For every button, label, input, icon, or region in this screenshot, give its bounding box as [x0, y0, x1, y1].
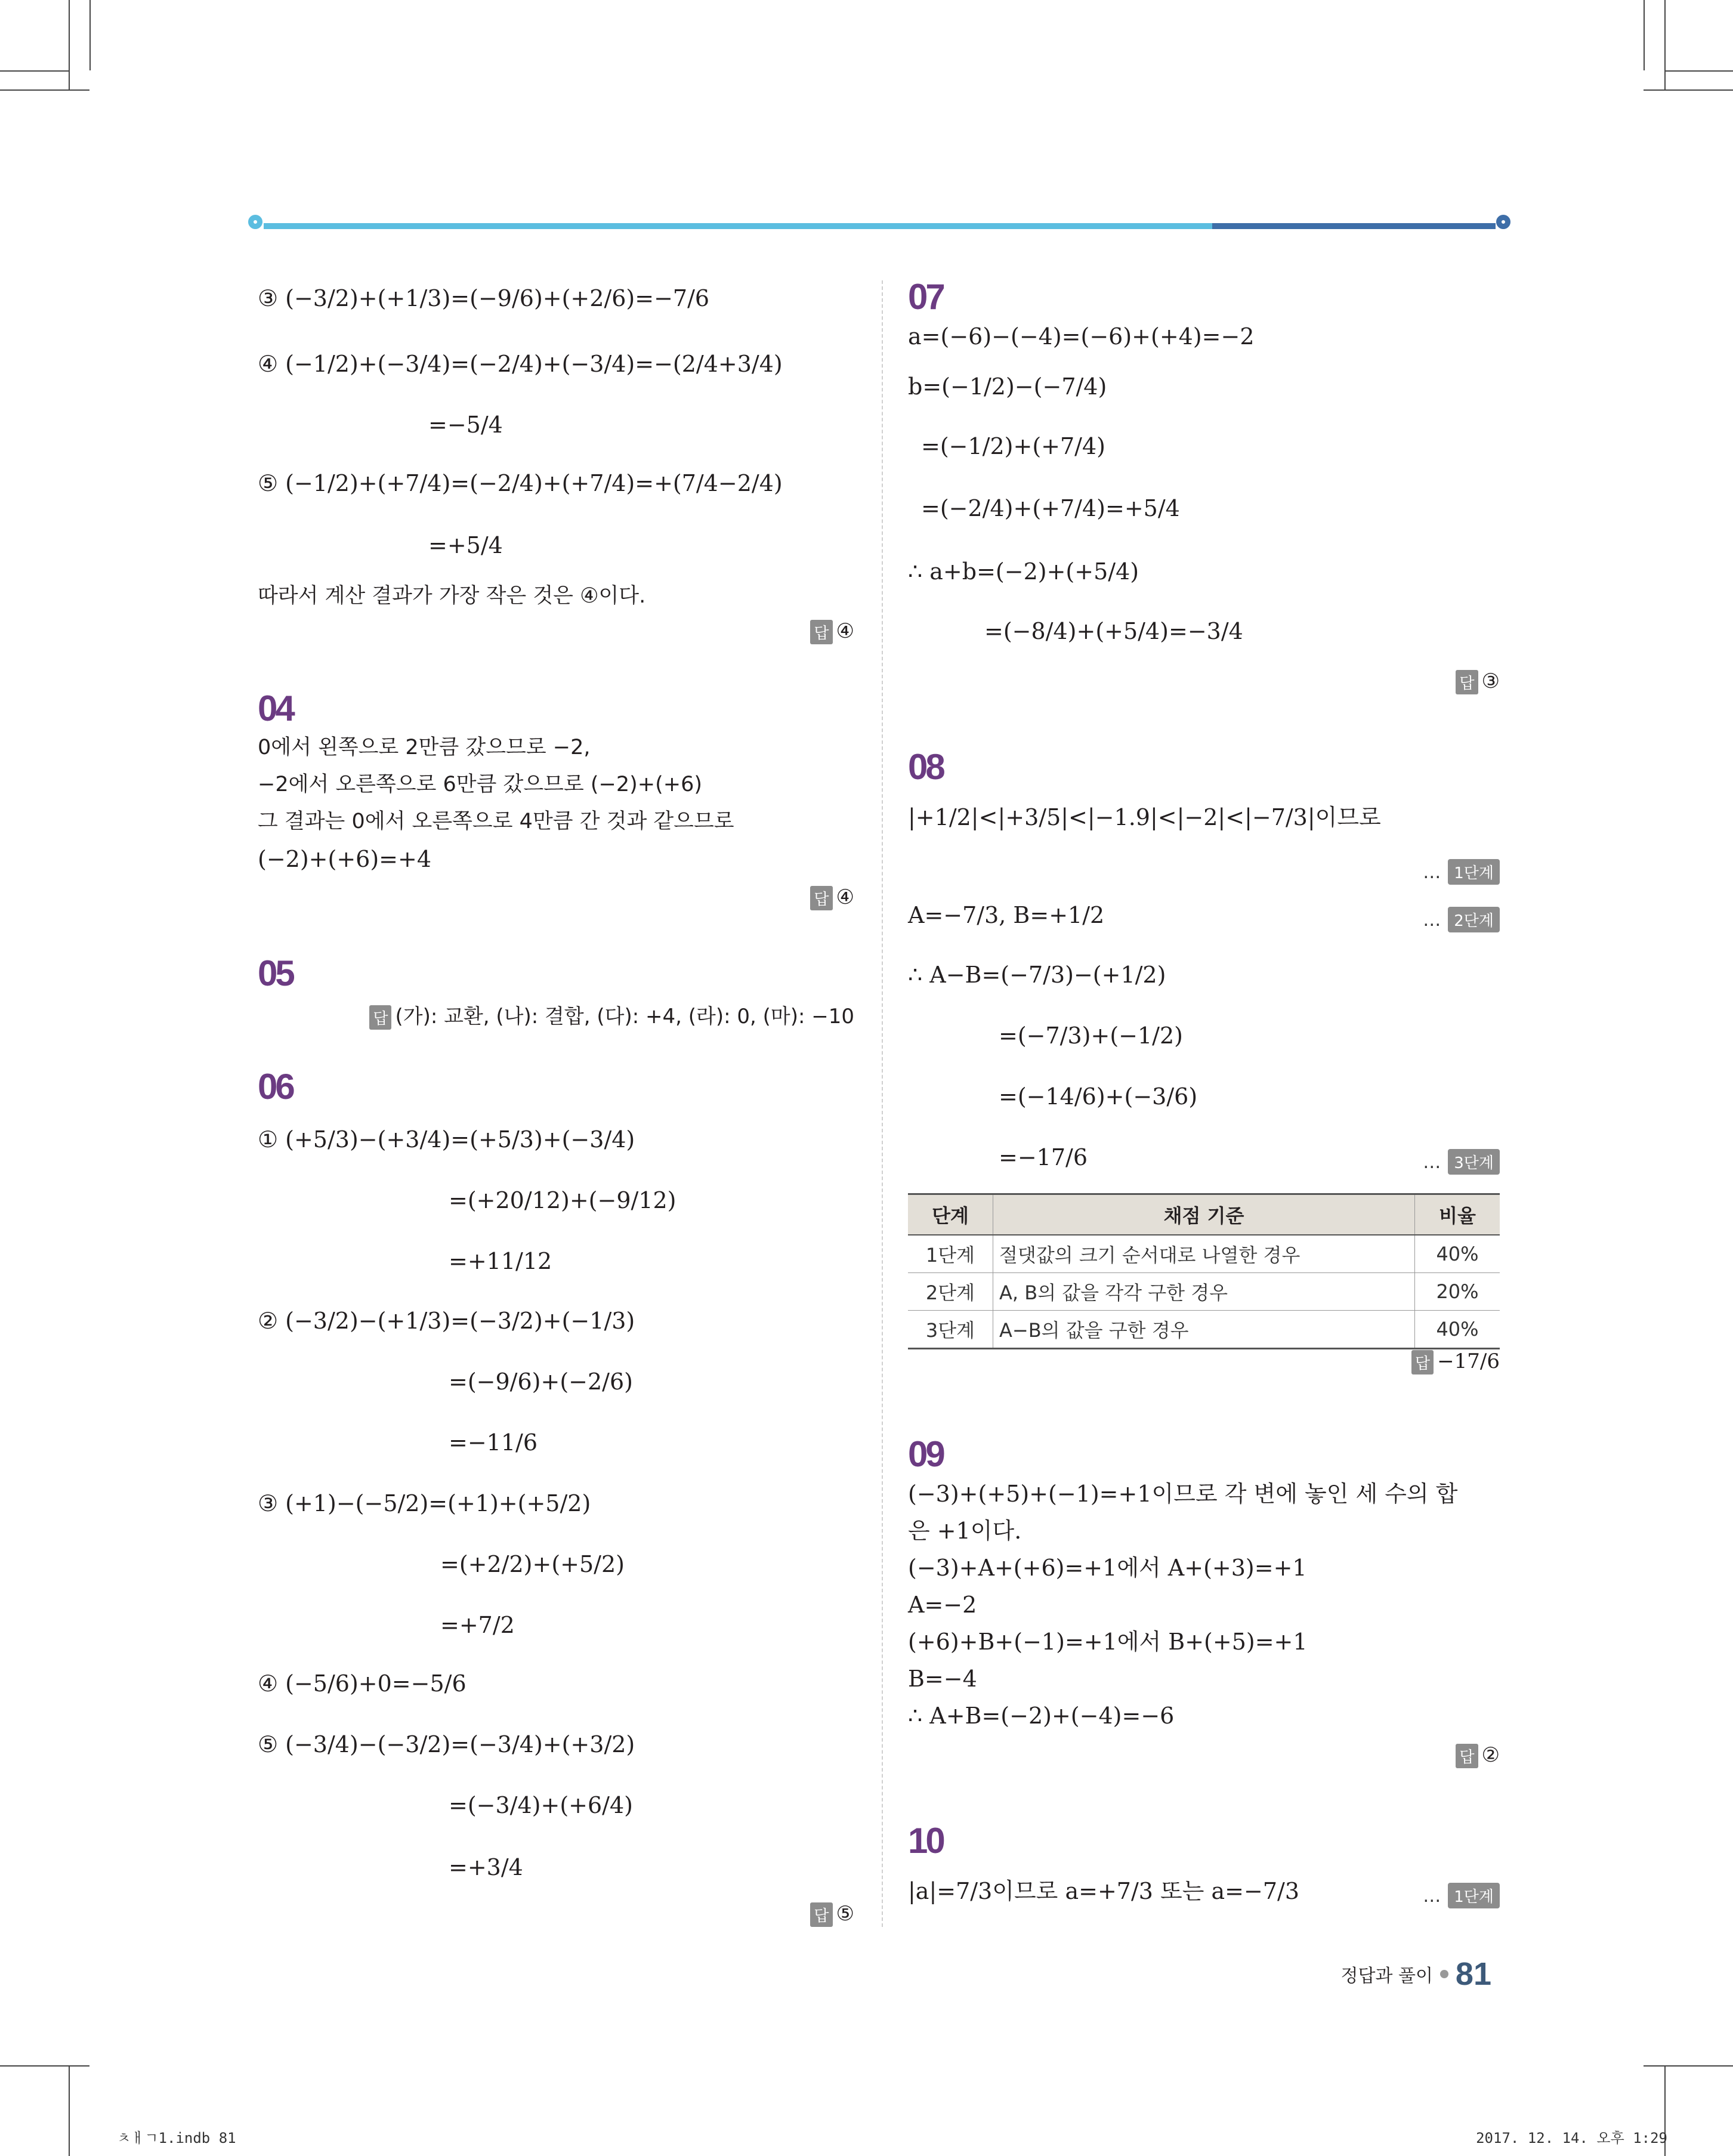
- answer-label: 답: [1456, 670, 1478, 694]
- answer: [1411, 1349, 1500, 1374]
- text-line: −2에서 오른쪽으로 6만큼 갔으므로 (−2)+(+6): [258, 773, 703, 796]
- math-line: =(−14/6)+(−3/6): [999, 1083, 1198, 1110]
- answer: [810, 885, 854, 910]
- math-line: |+1/2|<|+3/5|<|−1.9|<|−2|<|−7/3|이므로: [908, 804, 1381, 830]
- math-line: B=−4: [908, 1666, 977, 1692]
- crop-mark: [1644, 0, 1645, 70]
- answer-value: ④: [836, 619, 854, 643]
- answer: [1456, 669, 1500, 694]
- crop-mark: [1664, 0, 1666, 89]
- problem-number: 10: [908, 1821, 943, 1861]
- math-line: ∴ A+B=(−2)+(−4)=−6: [908, 1703, 1175, 1729]
- math-line: ③ (+1)−(−5/2)=(+1)+(+5/2): [258, 1490, 591, 1516]
- answer-value: ⑤: [836, 1902, 854, 1926]
- math-line: 은 +1이다.: [908, 1518, 1022, 1544]
- math-line: =(−9/6)+(−2/6): [449, 1369, 633, 1395]
- table-header: 비율: [1415, 1194, 1500, 1235]
- math-line: =−17/6: [999, 1144, 1088, 1170]
- math-line: =(−2/4)+(+7/4)=+5/4: [921, 495, 1180, 521]
- crop-mark: [0, 2065, 89, 2067]
- math-line: =−11/6: [449, 1429, 538, 1456]
- answer-value: (가): 교환, (나): 결합, (다): +4, (라): 0, (마): −10: [395, 1005, 854, 1028]
- math-line: A=−2: [908, 1592, 977, 1618]
- table-row: 1단계 절댓값의 크기 순서대로 나열한 경우 40%: [908, 1235, 1500, 1273]
- text-line: 0에서 왼쪽으로 2만큼 갔으므로 −2,: [258, 736, 591, 759]
- crop-mark: [1664, 70, 1733, 72]
- math-line: |a|=7/3이므로 a=+7/3 또는 a=−7/3: [908, 1878, 1300, 1904]
- print-slug-file: ㅊㅐㄱ1.indb 81: [117, 2130, 236, 2146]
- crop-mark: [89, 0, 91, 70]
- math-line: ∴ A−B=(−7/3)−(+1/2): [908, 962, 1166, 988]
- math-line: ④ (−5/6)+0=−5/6: [258, 1670, 467, 1697]
- math-line: =(−3/4)+(+6/4): [449, 1792, 633, 1818]
- crop-mark: [0, 70, 69, 72]
- math-line: A=−7/3, B=+1/2: [908, 902, 1105, 928]
- math-line: b=(−1/2)−(−7/4): [908, 373, 1107, 400]
- answer-label: 답: [810, 620, 832, 644]
- answer-value: ②: [1481, 1743, 1500, 1767]
- step-marker: … 2단계: [1423, 907, 1500, 932]
- math-line: (−3)+A+(+6)=+1에서 A+(+3)=+1: [908, 1555, 1307, 1581]
- table-header: 채점 기준: [993, 1194, 1415, 1235]
- math-line: =+7/2: [440, 1612, 515, 1638]
- section-title: 정답과 풀이: [1340, 1966, 1433, 1987]
- page-footer: [1340, 1956, 1491, 1993]
- scoring-table: [908, 1193, 1500, 1349]
- table-header: 단계: [908, 1194, 993, 1235]
- math-line: =(−8/4)+(+5/4)=−3/4: [984, 618, 1243, 644]
- header-bar: [251, 220, 1509, 231]
- answer-label: 답: [1411, 1350, 1434, 1374]
- math-line: =(+20/12)+(−9/12): [449, 1187, 676, 1213]
- math-line: ③ (−3/2)+(+1/3)=(−9/6)+(+2/6)=−7/6: [258, 285, 710, 311]
- crop-mark: [69, 0, 70, 89]
- answer: [810, 619, 854, 644]
- answer: [369, 1000, 854, 1030]
- math-line: =(−7/3)+(−1/2): [999, 1023, 1183, 1049]
- math-line: ∴ a+b=(−2)+(+5/4): [908, 558, 1139, 585]
- answer: [1456, 1743, 1500, 1768]
- step-marker: … 3단계: [1423, 1149, 1500, 1175]
- math-line: =(−1/2)+(+7/4): [921, 433, 1105, 459]
- table-row: 3단계 A−B의 값을 구한 경우 40%: [908, 1311, 1500, 1349]
- print-slug-time: 2017. 12. 14. 오후 1:29: [1476, 2130, 1667, 2146]
- math-line: =+3/4: [449, 1854, 523, 1880]
- math-line: a=(−6)−(−4)=(−6)+(+4)=−2: [908, 323, 1255, 350]
- crop-mark: [1644, 89, 1733, 91]
- step-marker: … 1단계: [1423, 1883, 1500, 1908]
- math-line: (+6)+B+(−1)=+1에서 B+(+5)=+1: [908, 1629, 1308, 1655]
- answer-label: 답: [1456, 1744, 1478, 1768]
- crop-mark: [0, 89, 89, 91]
- column-divider: [882, 280, 883, 1927]
- math-line: =(+2/2)+(+5/2): [440, 1551, 625, 1577]
- math-line: ④ (−1/2)+(−3/4)=(−2/4)+(−3/4)=−(2/4+3/4): [258, 351, 783, 377]
- math-line: =+5/4: [428, 532, 503, 558]
- math-line: =−5/4: [428, 412, 503, 438]
- problem-number: 08: [908, 747, 943, 787]
- math-line: (−2)+(+6)=+4: [258, 846, 432, 872]
- answer-value: ④: [836, 885, 854, 909]
- math-line: (−3)+(+5)+(−1)=+1이므로 각 변에 놓인 세 수의 합: [908, 1481, 1458, 1507]
- answer-value: −17/6: [1437, 1349, 1500, 1373]
- answer: [810, 1902, 854, 1927]
- step-marker: … 1단계: [1423, 859, 1500, 885]
- answer-label: 답: [810, 886, 832, 910]
- math-line: ① (+5/3)−(+3/4)=(+5/3)+(−3/4): [258, 1126, 635, 1153]
- answer-label: 답: [369, 1005, 391, 1030]
- crop-mark: [69, 2065, 70, 2156]
- problem-number: 09: [908, 1434, 943, 1474]
- problem-number: 05: [258, 953, 293, 993]
- math-line: ⑤ (−3/4)−(−3/2)=(−3/4)+(+3/2): [258, 1731, 635, 1757]
- crop-mark: [1644, 2065, 1733, 2067]
- math-line: ② (−3/2)−(+1/3)=(−3/2)+(−1/3): [258, 1308, 635, 1334]
- answer-value: ③: [1481, 669, 1500, 693]
- problem-number: 04: [258, 688, 293, 728]
- table-row: 2단계 A, B의 값을 각각 구한 경우 20%: [908, 1273, 1500, 1311]
- math-line: =+11/12: [449, 1248, 552, 1274]
- page-number: 81: [1455, 1956, 1491, 1992]
- text-line: 그 결과는 0에서 오른쪽으로 4만큼 간 것과 같으므로: [258, 810, 734, 833]
- text-line: 따라서 계산 결과가 가장 작은 것은 ④이다.: [258, 584, 646, 608]
- math-line: ⑤ (−1/2)+(+7/4)=(−2/4)+(+7/4)=+(7/4−2/4): [258, 470, 783, 496]
- answer-label: 답: [810, 1902, 832, 1927]
- problem-number: 06: [258, 1067, 293, 1107]
- problem-number: 07: [908, 277, 943, 317]
